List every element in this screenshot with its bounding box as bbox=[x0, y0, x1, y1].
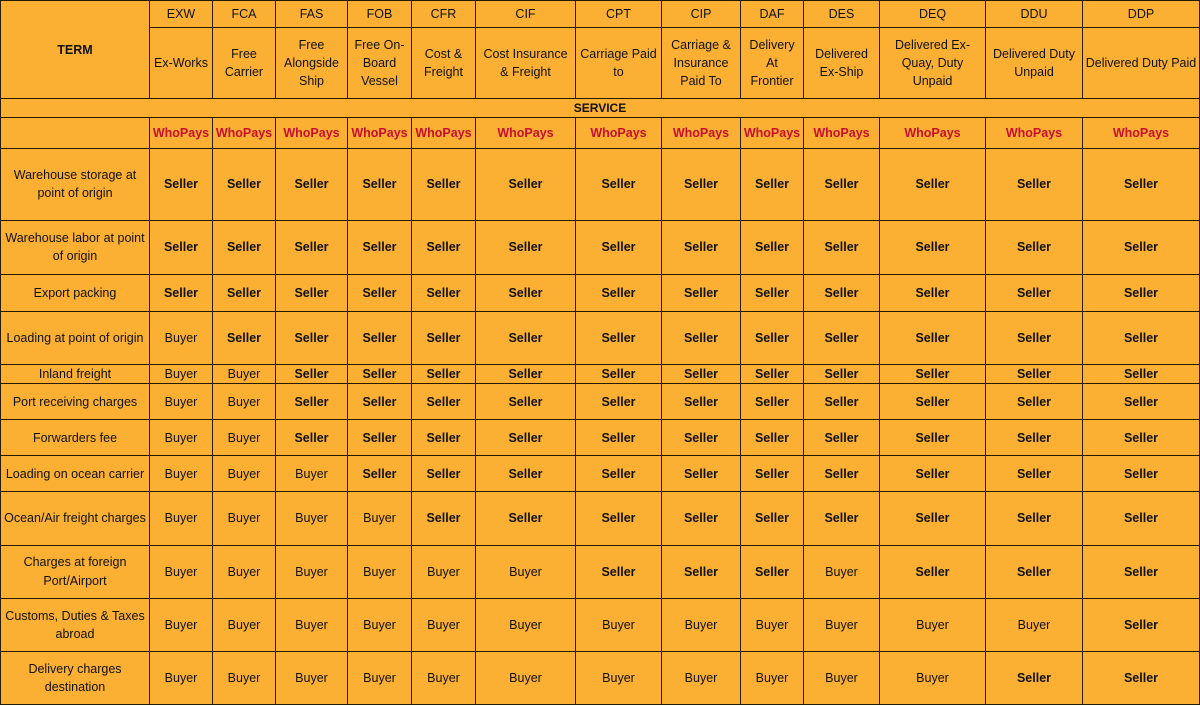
payer-cell: Seller bbox=[348, 149, 412, 220]
payer-cell: Seller bbox=[1083, 492, 1200, 545]
payer-cell: Buyer bbox=[150, 651, 213, 704]
payer-cell: Seller bbox=[986, 364, 1083, 383]
payer-cell: Buyer bbox=[150, 384, 213, 420]
payer-cell: Buyer bbox=[741, 598, 804, 651]
payer-cell: Seller bbox=[576, 456, 662, 492]
payer-cell: Buyer bbox=[804, 651, 880, 704]
payer-cell: Buyer bbox=[213, 456, 276, 492]
payer-cell: Buyer bbox=[213, 545, 276, 598]
term-code: DAF bbox=[741, 1, 804, 28]
payer-cell: Seller bbox=[348, 311, 412, 364]
service-header: SERVICE bbox=[1, 99, 1200, 118]
payer-cell: Seller bbox=[576, 311, 662, 364]
service-label: Ocean/Air freight charges bbox=[1, 492, 150, 545]
term-name: Delivered Duty Paid bbox=[1083, 28, 1200, 99]
payer-cell: Buyer bbox=[986, 598, 1083, 651]
payer-cell: Seller bbox=[986, 651, 1083, 704]
payer-cell: Seller bbox=[412, 364, 476, 383]
payer-cell: Seller bbox=[412, 311, 476, 364]
payer-cell: Buyer bbox=[348, 492, 412, 545]
term-code: FOB bbox=[348, 1, 412, 28]
payer-cell: Seller bbox=[741, 274, 804, 311]
payer-cell: Seller bbox=[476, 384, 576, 420]
payer-cell: Seller bbox=[662, 420, 741, 456]
payer-cell: Seller bbox=[741, 492, 804, 545]
payer-cell: Seller bbox=[1083, 651, 1200, 704]
who-pays-label: WhoPays bbox=[213, 118, 276, 149]
service-label: Delivery charges destination bbox=[1, 651, 150, 704]
payer-cell: Buyer bbox=[741, 651, 804, 704]
payer-cell: Seller bbox=[412, 149, 476, 220]
term-name: Delivered Ex-Quay, Duty Unpaid bbox=[880, 28, 986, 99]
payer-cell: Seller bbox=[1083, 311, 1200, 364]
payer-cell: Seller bbox=[741, 456, 804, 492]
term-name: Delivered Ex-Ship bbox=[804, 28, 880, 99]
payer-cell: Seller bbox=[276, 384, 348, 420]
service-label: Warehouse labor at point of origin bbox=[1, 220, 150, 274]
term-code: DDP bbox=[1083, 1, 1200, 28]
payer-cell: Seller bbox=[662, 545, 741, 598]
payer-cell: Buyer bbox=[576, 598, 662, 651]
payer-cell: Seller bbox=[412, 456, 476, 492]
payer-cell: Seller bbox=[880, 420, 986, 456]
service-rows bbox=[1, 149, 1200, 705]
table-row bbox=[1, 149, 1200, 220]
payer-cell: Seller bbox=[412, 220, 476, 274]
payer-cell: Seller bbox=[804, 492, 880, 545]
payer-cell: Seller bbox=[348, 364, 412, 383]
table-row bbox=[1, 384, 1200, 420]
payer-cell: Buyer bbox=[412, 598, 476, 651]
term-code: FCA bbox=[213, 1, 276, 28]
payer-cell: Seller bbox=[213, 311, 276, 364]
table-row bbox=[1, 545, 1200, 598]
payer-cell: Seller bbox=[576, 274, 662, 311]
payer-cell: Seller bbox=[576, 420, 662, 456]
payer-cell: Seller bbox=[804, 149, 880, 220]
who-pays-label: WhoPays bbox=[880, 118, 986, 149]
payer-cell: Buyer bbox=[213, 384, 276, 420]
payer-cell: Seller bbox=[150, 149, 213, 220]
term-code: DDU bbox=[986, 1, 1083, 28]
payer-cell: Seller bbox=[412, 384, 476, 420]
payer-cell: Seller bbox=[412, 492, 476, 545]
payer-cell: Seller bbox=[880, 492, 986, 545]
payer-cell: Seller bbox=[1083, 598, 1200, 651]
payer-cell: Seller bbox=[804, 274, 880, 311]
payer-cell: Buyer bbox=[576, 651, 662, 704]
term-code: EXW bbox=[150, 1, 213, 28]
term-code: CPT bbox=[576, 1, 662, 28]
term-name: Carriage Paid to bbox=[576, 28, 662, 99]
payer-cell: Seller bbox=[476, 220, 576, 274]
payer-cell: Buyer bbox=[213, 651, 276, 704]
payer-cell: Seller bbox=[276, 149, 348, 220]
table-row bbox=[1, 598, 1200, 651]
payer-cell: Buyer bbox=[662, 598, 741, 651]
payer-cell: Seller bbox=[804, 364, 880, 383]
who-pays-label: WhoPays bbox=[576, 118, 662, 149]
payer-cell: Seller bbox=[804, 420, 880, 456]
service-label: Charges at foreign Port/Airport bbox=[1, 545, 150, 598]
payer-cell: Buyer bbox=[412, 545, 476, 598]
payer-cell: Buyer bbox=[276, 545, 348, 598]
payer-cell: Seller bbox=[576, 364, 662, 383]
table-row bbox=[1, 651, 1200, 704]
payer-cell: Buyer bbox=[276, 456, 348, 492]
payer-cell: Seller bbox=[1083, 364, 1200, 383]
term-name: Free Carrier bbox=[213, 28, 276, 99]
payer-cell: Seller bbox=[741, 149, 804, 220]
who-pays-label: WhoPays bbox=[412, 118, 476, 149]
payer-cell: Buyer bbox=[804, 598, 880, 651]
service-label: Loading on ocean carrier bbox=[1, 456, 150, 492]
payer-cell: Seller bbox=[741, 384, 804, 420]
payer-cell: Seller bbox=[348, 456, 412, 492]
payer-cell: Seller bbox=[1083, 456, 1200, 492]
payer-cell: Seller bbox=[880, 364, 986, 383]
payer-cell: Buyer bbox=[150, 311, 213, 364]
table-row bbox=[1, 492, 1200, 545]
payer-cell: Buyer bbox=[150, 545, 213, 598]
service-label: Loading at point of origin bbox=[1, 311, 150, 364]
payer-cell: Seller bbox=[986, 274, 1083, 311]
who-pays-label: WhoPays bbox=[804, 118, 880, 149]
term-name-row bbox=[1, 28, 1200, 99]
payer-cell: Seller bbox=[348, 384, 412, 420]
payer-cell: Buyer bbox=[213, 364, 276, 383]
payer-cell: Seller bbox=[804, 311, 880, 364]
payer-cell: Seller bbox=[1083, 220, 1200, 274]
payer-cell: Buyer bbox=[276, 598, 348, 651]
payer-cell: Seller bbox=[986, 492, 1083, 545]
payer-cell: Seller bbox=[880, 220, 986, 274]
term-name: Cost & Freight bbox=[412, 28, 476, 99]
payer-cell: Seller bbox=[804, 220, 880, 274]
payer-cell: Seller bbox=[880, 274, 986, 311]
payer-cell: Seller bbox=[476, 492, 576, 545]
term-code: CIF bbox=[476, 1, 576, 28]
who-pays-label: WhoPays bbox=[150, 118, 213, 149]
term-code: DEQ bbox=[880, 1, 986, 28]
who-pays-label: WhoPays bbox=[741, 118, 804, 149]
service-label: Customs, Duties & Taxes abroad bbox=[1, 598, 150, 651]
payer-cell: Seller bbox=[476, 149, 576, 220]
table-row bbox=[1, 220, 1200, 274]
payer-cell: Seller bbox=[213, 220, 276, 274]
payer-cell: Seller bbox=[150, 274, 213, 311]
payer-cell: Seller bbox=[412, 274, 476, 311]
term-name: Carriage & Insurance Paid To bbox=[662, 28, 741, 99]
payer-cell: Seller bbox=[1083, 384, 1200, 420]
term-code: FAS bbox=[276, 1, 348, 28]
payer-cell: Seller bbox=[576, 492, 662, 545]
payer-cell: Seller bbox=[880, 311, 986, 364]
term-name: Delivery At Frontier bbox=[741, 28, 804, 99]
payer-cell: Buyer bbox=[880, 598, 986, 651]
payer-cell: Buyer bbox=[276, 492, 348, 545]
payer-cell: Buyer bbox=[880, 651, 986, 704]
payer-cell: Seller bbox=[1083, 274, 1200, 311]
payer-cell: Buyer bbox=[150, 456, 213, 492]
service-row bbox=[1, 99, 1200, 118]
payer-cell: Seller bbox=[741, 545, 804, 598]
payer-cell: Buyer bbox=[348, 545, 412, 598]
payer-cell: Seller bbox=[1083, 420, 1200, 456]
payer-cell: Seller bbox=[476, 274, 576, 311]
payer-cell: Buyer bbox=[662, 651, 741, 704]
term-header: TERM bbox=[1, 1, 150, 99]
payer-cell: Buyer bbox=[150, 420, 213, 456]
payer-cell: Seller bbox=[662, 274, 741, 311]
payer-cell: Seller bbox=[880, 456, 986, 492]
payer-cell: Seller bbox=[804, 456, 880, 492]
table-row bbox=[1, 364, 1200, 383]
term-code-row bbox=[1, 1, 1200, 28]
payer-cell: Buyer bbox=[213, 492, 276, 545]
payer-cell: Seller bbox=[986, 456, 1083, 492]
who-pays-label: WhoPays bbox=[986, 118, 1083, 149]
payer-cell: Seller bbox=[1083, 149, 1200, 220]
payer-cell: Buyer bbox=[150, 598, 213, 651]
payer-cell: Seller bbox=[412, 420, 476, 456]
payer-cell: Seller bbox=[804, 384, 880, 420]
payer-cell: Buyer bbox=[276, 651, 348, 704]
payer-cell: Buyer bbox=[150, 364, 213, 383]
payer-cell: Seller bbox=[662, 220, 741, 274]
term-name: Free Alongside Ship bbox=[276, 28, 348, 99]
payer-cell: Seller bbox=[576, 545, 662, 598]
payer-cell: Seller bbox=[986, 420, 1083, 456]
payer-cell: Buyer bbox=[348, 651, 412, 704]
payer-cell: Seller bbox=[986, 149, 1083, 220]
payer-cell: Buyer bbox=[348, 598, 412, 651]
payer-cell: Seller bbox=[276, 274, 348, 311]
service-label: Warehouse storage at point of origin bbox=[1, 149, 150, 220]
payer-cell: Seller bbox=[476, 311, 576, 364]
payer-cell: Seller bbox=[150, 220, 213, 274]
payer-cell: Seller bbox=[986, 311, 1083, 364]
payer-cell: Seller bbox=[348, 420, 412, 456]
payer-cell: Seller bbox=[348, 274, 412, 311]
payer-cell: Seller bbox=[348, 220, 412, 274]
payer-cell: Seller bbox=[213, 274, 276, 311]
payer-cell: Seller bbox=[986, 220, 1083, 274]
term-name: Free On-Board Vessel bbox=[348, 28, 412, 99]
payer-cell: Seller bbox=[576, 384, 662, 420]
payer-cell: Seller bbox=[662, 456, 741, 492]
payer-cell: Seller bbox=[476, 456, 576, 492]
payer-cell: Seller bbox=[213, 149, 276, 220]
who-pays-blank bbox=[1, 118, 150, 149]
payer-cell: Buyer bbox=[213, 420, 276, 456]
payer-cell: Buyer bbox=[412, 651, 476, 704]
payer-cell: Seller bbox=[662, 364, 741, 383]
term-name: Ex-Works bbox=[150, 28, 213, 99]
payer-cell: Seller bbox=[276, 311, 348, 364]
payer-cell: Buyer bbox=[213, 598, 276, 651]
payer-cell: Seller bbox=[276, 364, 348, 383]
payer-cell: Buyer bbox=[150, 492, 213, 545]
payer-cell: Seller bbox=[576, 220, 662, 274]
payer-cell: Seller bbox=[276, 220, 348, 274]
who-pays-row bbox=[1, 118, 1200, 149]
payer-cell: Seller bbox=[662, 311, 741, 364]
payer-cell: Seller bbox=[276, 420, 348, 456]
who-pays-label: WhoPays bbox=[1083, 118, 1200, 149]
table-row bbox=[1, 311, 1200, 364]
payer-cell: Seller bbox=[741, 220, 804, 274]
payer-cell: Seller bbox=[880, 545, 986, 598]
payer-cell: Seller bbox=[880, 149, 986, 220]
payer-cell: Buyer bbox=[476, 545, 576, 598]
term-name: Delivered Duty Unpaid bbox=[986, 28, 1083, 99]
who-pays-label: WhoPays bbox=[276, 118, 348, 149]
who-pays-label: WhoPays bbox=[662, 118, 741, 149]
service-label: Export packing bbox=[1, 274, 150, 311]
term-code: DES bbox=[804, 1, 880, 28]
payer-cell: Buyer bbox=[476, 651, 576, 704]
payer-cell: Seller bbox=[476, 420, 576, 456]
table-row bbox=[1, 456, 1200, 492]
service-label: Port receiving charges bbox=[1, 384, 150, 420]
table-row bbox=[1, 420, 1200, 456]
term-code: CIP bbox=[662, 1, 741, 28]
payer-cell: Seller bbox=[576, 149, 662, 220]
payer-cell: Seller bbox=[741, 311, 804, 364]
payer-cell: Seller bbox=[880, 384, 986, 420]
payer-cell: Buyer bbox=[804, 545, 880, 598]
term-code: CFR bbox=[412, 1, 476, 28]
term-name: Cost Insurance & Freight bbox=[476, 28, 576, 99]
payer-cell: Seller bbox=[986, 384, 1083, 420]
payer-cell: Seller bbox=[662, 149, 741, 220]
service-label: Forwarders fee bbox=[1, 420, 150, 456]
who-pays-label: WhoPays bbox=[476, 118, 576, 149]
payer-cell: Seller bbox=[986, 545, 1083, 598]
payer-cell: Seller bbox=[741, 364, 804, 383]
payer-cell: Buyer bbox=[476, 598, 576, 651]
payer-cell: Seller bbox=[741, 420, 804, 456]
payer-cell: Seller bbox=[1083, 545, 1200, 598]
payer-cell: Seller bbox=[662, 384, 741, 420]
service-label: Inland freight bbox=[1, 364, 150, 383]
who-pays-label: WhoPays bbox=[348, 118, 412, 149]
payer-cell: Seller bbox=[662, 492, 741, 545]
table-row bbox=[1, 274, 1200, 311]
payer-cell: Seller bbox=[476, 364, 576, 383]
